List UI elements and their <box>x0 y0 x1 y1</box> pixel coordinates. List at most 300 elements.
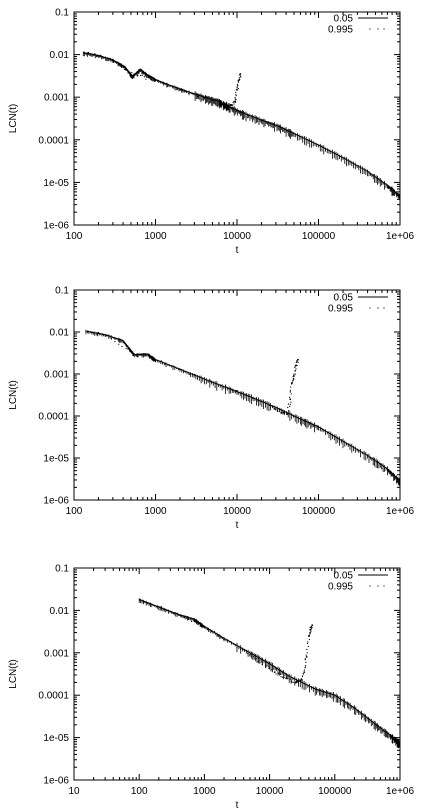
series-dot-0.995 <box>295 368 296 369</box>
series-dot-0.995 <box>280 676 281 677</box>
series-dot-0.995 <box>290 404 291 405</box>
series-dot-0.995 <box>302 676 303 677</box>
x-tick-label: 10 <box>68 786 80 797</box>
x-tick-label: 100 <box>130 786 148 797</box>
series-dot-0.995 <box>207 629 208 630</box>
chart-panel-1 <box>8 8 414 257</box>
series-point-0.995 <box>236 390 238 392</box>
series-dot-0.995 <box>195 620 196 621</box>
series-dot-0.995 <box>144 76 145 77</box>
series-dot-0.995 <box>237 86 238 87</box>
series-dot-0.995 <box>238 82 239 83</box>
series-dot-0.995 <box>310 631 311 632</box>
series-dot-0.995 <box>169 85 170 86</box>
legend-dot-sample <box>383 585 384 586</box>
series-dot-0.995 <box>233 103 234 104</box>
series-dot-0.995 <box>139 353 140 354</box>
series-dot-0.995 <box>148 77 149 78</box>
series-dot-0.995 <box>244 394 245 395</box>
series-dot-0.995 <box>239 77 240 78</box>
x-tick-label: 1e+06 <box>385 786 415 797</box>
series-dot-0.995 <box>288 410 289 411</box>
series-dot-0.995 <box>121 346 122 347</box>
series-dot-0.995 <box>146 602 147 603</box>
series-dot-0.995 <box>300 680 301 681</box>
x-tick-label: 10000 <box>223 231 251 242</box>
plot-frame <box>74 12 400 225</box>
series-dot-0.995 <box>122 67 123 68</box>
series-dot-0.995 <box>309 639 310 640</box>
series-dot-0.995 <box>240 76 241 77</box>
series-dot-0.995 <box>221 102 222 103</box>
series-dot-0.995 <box>272 669 273 670</box>
series-dot-0.995 <box>169 365 170 366</box>
x-tick-label: 100000 <box>301 231 336 242</box>
x-axis-label: t <box>235 520 239 531</box>
y-tick-label: 1e-06 <box>43 775 69 787</box>
legend-dot-sample <box>377 585 378 586</box>
series-dot-0.995 <box>278 673 279 674</box>
y-axis-label: LCN(t) <box>8 103 19 134</box>
series-dot-0.995 <box>289 406 290 407</box>
series-point-0.995 <box>197 622 199 624</box>
series-dot-0.995 <box>303 673 304 674</box>
series-point-0.995 <box>193 374 195 376</box>
series-dot-0.995 <box>214 382 215 383</box>
series-point-0.995 <box>155 360 157 362</box>
series-dot-0.995 <box>204 627 205 628</box>
series-point-0.995 <box>130 350 132 352</box>
series-dot-0.995 <box>305 662 306 663</box>
series-dot-0.995 <box>211 100 212 101</box>
series-dot-0.995 <box>252 398 253 399</box>
series-dot-0.995 <box>307 652 308 653</box>
series-dot-0.995 <box>227 640 228 641</box>
y-tick-label: 0.0001 <box>38 135 69 147</box>
series-dot-0.995 <box>262 664 263 665</box>
legend-label: 0.995 <box>327 581 353 593</box>
series-dot-0.995 <box>161 606 162 607</box>
y-tick-label: 0.001 <box>43 369 69 381</box>
series-dot-0.995 <box>97 56 98 57</box>
series-dot-0.995 <box>235 102 236 103</box>
x-tick-label: 10000 <box>255 786 284 797</box>
series-dot-0.995 <box>284 413 285 414</box>
series-dot-0.995 <box>216 100 217 101</box>
series-dot-0.995 <box>114 61 115 62</box>
series-dot-0.995 <box>304 669 305 670</box>
y-tick-label: 0.001 <box>43 648 69 660</box>
series-dot-0.995 <box>200 377 201 378</box>
series-dot-0.995 <box>150 604 151 605</box>
series-dot-0.995 <box>191 621 192 622</box>
series-dot-0.995 <box>189 374 190 375</box>
series-dot-0.995 <box>305 659 306 660</box>
series-dot-0.995 <box>237 87 238 88</box>
series-dot-0.995 <box>174 366 175 367</box>
series-dot-0.995 <box>220 637 221 638</box>
series-point-0.995 <box>285 677 287 679</box>
series-dot-0.995 <box>146 355 147 356</box>
y-tick-label: 1e-05 <box>43 733 69 745</box>
series-dot-0.995 <box>275 409 276 410</box>
series-dot-0.995 <box>239 74 240 75</box>
series-dot-0.995 <box>102 333 103 334</box>
series-dot-0.995 <box>236 95 237 96</box>
series-dot-0.995 <box>210 632 211 633</box>
series-dot-0.995 <box>124 69 125 70</box>
series-dot-0.995 <box>179 369 180 370</box>
series-dot-0.995 <box>248 396 249 397</box>
series-dot-0.995 <box>195 94 196 95</box>
series-dot-0.995 <box>306 655 307 656</box>
y-tick-label: 1e-06 <box>43 220 69 232</box>
series-dot-0.995 <box>118 344 119 345</box>
series-dot-0.995 <box>235 97 236 98</box>
series-dot-0.995 <box>180 615 181 616</box>
legend-label: 0.05 <box>333 570 353 582</box>
legend-dot-sample <box>377 28 378 29</box>
series-dot-0.995 <box>271 405 272 406</box>
series-point-0.995 <box>155 79 157 81</box>
legend-label: 0.995 <box>327 24 353 36</box>
series-dot-0.995 <box>214 631 215 632</box>
series-dot-0.995 <box>289 397 290 398</box>
series-dot-0.995 <box>163 609 164 610</box>
series-dot-0.995 <box>197 96 198 97</box>
series-dot-0.995 <box>173 613 174 614</box>
series-dot-0.995 <box>226 103 227 104</box>
series-dot-0.995 <box>261 401 262 402</box>
series-dot-0.995 <box>182 89 183 90</box>
series-dot-0.995 <box>142 356 143 357</box>
series-dot-0.995 <box>299 679 300 680</box>
series-dot-0.995 <box>131 72 132 73</box>
x-tick-label: 1e+06 <box>385 506 415 517</box>
series-dot-0.995 <box>293 378 294 379</box>
series-dot-0.995 <box>221 385 222 386</box>
series-point-0.995 <box>179 89 181 91</box>
series-dot-0.995 <box>140 75 141 76</box>
series-dot-0.995 <box>292 376 293 377</box>
series-dot-0.995 <box>305 658 306 659</box>
series-point-0.995 <box>143 601 145 603</box>
series-point-0.995 <box>289 398 291 400</box>
series-dot-0.995 <box>157 606 158 607</box>
series-line-0.05 <box>139 600 400 743</box>
series-dot-0.995 <box>111 338 112 339</box>
chart-panel-2 <box>8 286 414 532</box>
series-dot-0.995 <box>231 104 232 105</box>
series-dot-0.995 <box>236 647 237 648</box>
series-dot-0.995 <box>235 92 236 93</box>
x-tick-label: 100 <box>65 231 83 242</box>
series-dot-0.995 <box>201 95 202 96</box>
y-tick-label: 0.1 <box>55 563 69 575</box>
series-dot-0.995 <box>109 58 110 59</box>
plot-frame <box>74 568 400 780</box>
series-dot-0.995 <box>307 641 308 642</box>
x-tick-label: 10000 <box>223 506 251 517</box>
series-dot-0.995 <box>287 678 288 679</box>
series-dot-0.995 <box>290 390 291 391</box>
series-point-0.995 <box>280 412 282 414</box>
series-dot-0.995 <box>247 653 248 654</box>
series-point-0.995 <box>311 624 313 626</box>
series-dot-0.995 <box>165 363 166 364</box>
legend-label: 0.05 <box>333 13 353 25</box>
series-dot-0.995 <box>296 681 297 682</box>
series-dot-0.995 <box>184 371 185 372</box>
series-dot-0.995 <box>292 380 293 381</box>
series-dot-0.995 <box>241 391 242 392</box>
series-dot-0.995 <box>288 678 289 679</box>
series-dot-0.995 <box>291 383 292 384</box>
series-dot-0.995 <box>104 57 105 58</box>
series-dot-0.995 <box>118 64 119 65</box>
series-dot-0.995 <box>296 365 297 366</box>
series-point-0.995 <box>204 97 206 99</box>
legend-dot-sample <box>383 307 384 308</box>
y-tick-label: 0.01 <box>49 327 69 339</box>
legend-dot-sample <box>383 28 384 29</box>
y-tick-label: 1e-05 <box>43 177 69 189</box>
series-dot-0.995 <box>219 102 220 103</box>
series-dot-0.995 <box>133 353 134 354</box>
y-tick-label: 0.1 <box>55 7 69 19</box>
series-dot-0.995 <box>235 94 236 95</box>
series-dot-0.995 <box>264 402 265 403</box>
series-dot-0.995 <box>106 59 107 60</box>
series-dot-0.995 <box>230 641 231 642</box>
series-point-0.995 <box>137 75 139 77</box>
series-dot-0.995 <box>304 667 305 668</box>
series-dot-0.995 <box>286 412 287 413</box>
series-dot-0.995 <box>297 681 298 682</box>
series-dot-0.995 <box>238 88 239 89</box>
series-dot-0.995 <box>240 649 241 650</box>
y-tick-label: 1e-06 <box>43 495 69 507</box>
series-dot-0.995 <box>105 336 106 337</box>
series-dot-0.995 <box>295 365 296 366</box>
series-point-0.995 <box>303 671 305 673</box>
series-dot-0.995 <box>141 75 142 76</box>
series-dot-0.995 <box>161 360 162 361</box>
series-dot-0.995 <box>290 391 291 392</box>
series-dot-0.995 <box>128 71 129 72</box>
series-dot-0.995 <box>296 362 297 363</box>
y-tick-label: 0.01 <box>49 605 69 617</box>
series-dot-0.995 <box>149 358 150 359</box>
series-dot-0.995 <box>210 380 211 381</box>
series-dot-0.995 <box>297 362 298 363</box>
x-tick-label: 1000 <box>193 786 216 797</box>
series-dot-0.995 <box>306 649 307 650</box>
series-dot-0.995 <box>293 682 294 683</box>
y-tick-label: 1e-05 <box>43 453 69 465</box>
series-dot-0.995 <box>230 104 231 105</box>
series-dot-0.995 <box>290 679 291 680</box>
series-dot-0.995 <box>166 610 167 611</box>
legend-label: 0.05 <box>333 292 353 304</box>
series-dot-0.995 <box>236 89 237 90</box>
series-dot-0.995 <box>291 382 292 383</box>
series-dot-0.995 <box>275 673 276 674</box>
series-dot-0.995 <box>291 393 292 394</box>
series-dot-0.995 <box>309 634 310 635</box>
series-dot-0.995 <box>185 91 186 92</box>
series-dot-0.995 <box>277 410 278 411</box>
series-oscillation-0.05 <box>83 52 399 199</box>
series-point-0.995 <box>98 332 100 334</box>
series-dot-0.995 <box>253 656 254 657</box>
series-dot-0.995 <box>100 55 101 56</box>
series-dot-0.995 <box>137 354 138 355</box>
x-axis-label: t <box>235 245 239 256</box>
series-dot-0.995 <box>282 677 283 678</box>
legend-dot-sample <box>377 307 378 308</box>
series-dot-0.995 <box>291 680 292 681</box>
series-dot-0.995 <box>292 381 293 382</box>
series-dot-0.995 <box>301 678 302 679</box>
series-dot-0.995 <box>217 635 218 636</box>
series-dot-0.995 <box>265 665 266 666</box>
series-dot-0.995 <box>238 80 239 81</box>
series-dot-0.995 <box>184 617 185 618</box>
legend-dot-sample <box>369 585 370 586</box>
series-dot-0.995 <box>255 658 256 659</box>
series-dot-0.995 <box>258 661 259 662</box>
series-dot-0.995 <box>233 101 234 102</box>
series-dot-0.995 <box>225 386 226 387</box>
series-dot-0.995 <box>213 100 214 101</box>
series-dot-0.995 <box>201 626 202 627</box>
series-point-0.995 <box>269 404 271 406</box>
series-point-0.995 <box>112 60 114 62</box>
series-dot-0.995 <box>272 406 273 407</box>
series-dot-0.995 <box>235 99 236 100</box>
series-dot-0.995 <box>237 84 238 85</box>
series-dot-0.995 <box>177 613 178 614</box>
series-point-0.995 <box>249 654 251 656</box>
series-dot-0.995 <box>160 81 161 82</box>
series-point-0.995 <box>169 610 171 612</box>
series-point-0.995 <box>223 638 225 640</box>
x-tick-label: 100000 <box>301 506 336 517</box>
x-tick-label: 1000 <box>144 231 167 242</box>
series-dot-0.995 <box>176 87 177 88</box>
series-dot-0.995 <box>188 93 189 94</box>
x-tick-label: 1e+06 <box>385 231 415 242</box>
series-dot-0.995 <box>126 348 127 349</box>
series-oscillation-0.05 <box>86 330 399 486</box>
legend-label: 0.995 <box>327 303 353 315</box>
series-dot-0.995 <box>268 668 269 669</box>
series-dot-0.995 <box>294 367 295 368</box>
series-dot-0.995 <box>167 86 168 87</box>
x-axis-label: t <box>235 800 239 811</box>
series-dot-0.995 <box>287 413 288 414</box>
series-point-0.995 <box>274 671 276 673</box>
legend-dot-sample <box>369 28 370 29</box>
series-dot-0.995 <box>295 370 296 371</box>
y-axis-label: LCN(t) <box>8 380 19 410</box>
chart-panel-3 <box>8 564 414 811</box>
x-tick-label: 100000 <box>318 786 352 797</box>
series-dot-0.995 <box>228 103 229 104</box>
series-dot-0.995 <box>172 86 173 87</box>
series-dot-0.995 <box>153 605 154 606</box>
series-dot-0.995 <box>90 53 91 54</box>
x-tick-label: 100 <box>65 506 83 517</box>
series-dot-0.995 <box>302 679 303 680</box>
series-dot-0.995 <box>152 359 153 360</box>
series-dot-0.995 <box>305 665 306 666</box>
series-dot-0.995 <box>188 618 189 619</box>
series-dot-0.995 <box>134 74 135 75</box>
series-point-0.995 <box>306 656 308 658</box>
series-dot-0.995 <box>204 379 205 380</box>
series-dot-0.995 <box>151 79 152 80</box>
series-dot-0.995 <box>239 79 240 80</box>
series-dot-0.995 <box>244 650 245 651</box>
series-dot-0.995 <box>296 360 297 361</box>
series-dot-0.995 <box>290 402 291 403</box>
series-dot-0.995 <box>209 98 210 99</box>
series-dot-0.995 <box>157 80 158 81</box>
series-dot-0.995 <box>293 374 294 375</box>
series-dot-0.995 <box>114 341 115 342</box>
y-tick-label: 0.001 <box>43 92 69 104</box>
series-dot-0.995 <box>164 83 165 84</box>
series-dot-0.995 <box>278 410 279 411</box>
series-dot-0.995 <box>290 386 291 387</box>
y-tick-label: 0.0001 <box>38 690 69 702</box>
series-dot-0.995 <box>145 79 146 80</box>
series-dot-0.995 <box>274 408 275 409</box>
series-dot-0.995 <box>308 646 309 647</box>
series-dot-0.995 <box>288 404 289 405</box>
series-dot-0.995 <box>288 411 289 412</box>
series-oscillation-0.05 <box>139 598 399 748</box>
series-dot-0.995 <box>287 407 288 408</box>
series-dot-0.995 <box>230 388 231 389</box>
series-dot-0.995 <box>233 644 234 645</box>
series-dot-0.995 <box>311 626 312 627</box>
y-axis-label: LCN(t) <box>8 659 19 689</box>
series-point-0.995 <box>87 52 89 54</box>
legend-dot-sample <box>369 307 370 308</box>
series-dot-0.995 <box>192 93 193 94</box>
plot-frame <box>74 290 400 500</box>
series-dot-0.995 <box>310 632 311 633</box>
series-dot-0.995 <box>224 103 225 104</box>
y-tick-label: 0.1 <box>55 285 69 297</box>
series-dot-0.995 <box>207 97 208 98</box>
series-dot-0.995 <box>307 643 308 644</box>
series-dot-0.995 <box>295 682 296 683</box>
series-dot-0.995 <box>154 78 155 79</box>
series-dot-0.995 <box>291 681 292 682</box>
x-tick-label: 1000 <box>144 506 167 517</box>
series-dot-0.995 <box>295 374 296 375</box>
series-dot-0.995 <box>257 401 258 402</box>
series-dot-0.995 <box>94 53 95 54</box>
series-dot-0.995 <box>280 673 281 674</box>
y-tick-label: 0.0001 <box>38 411 69 423</box>
series-dot-0.995 <box>309 635 310 636</box>
series-dot-0.995 <box>284 677 285 678</box>
